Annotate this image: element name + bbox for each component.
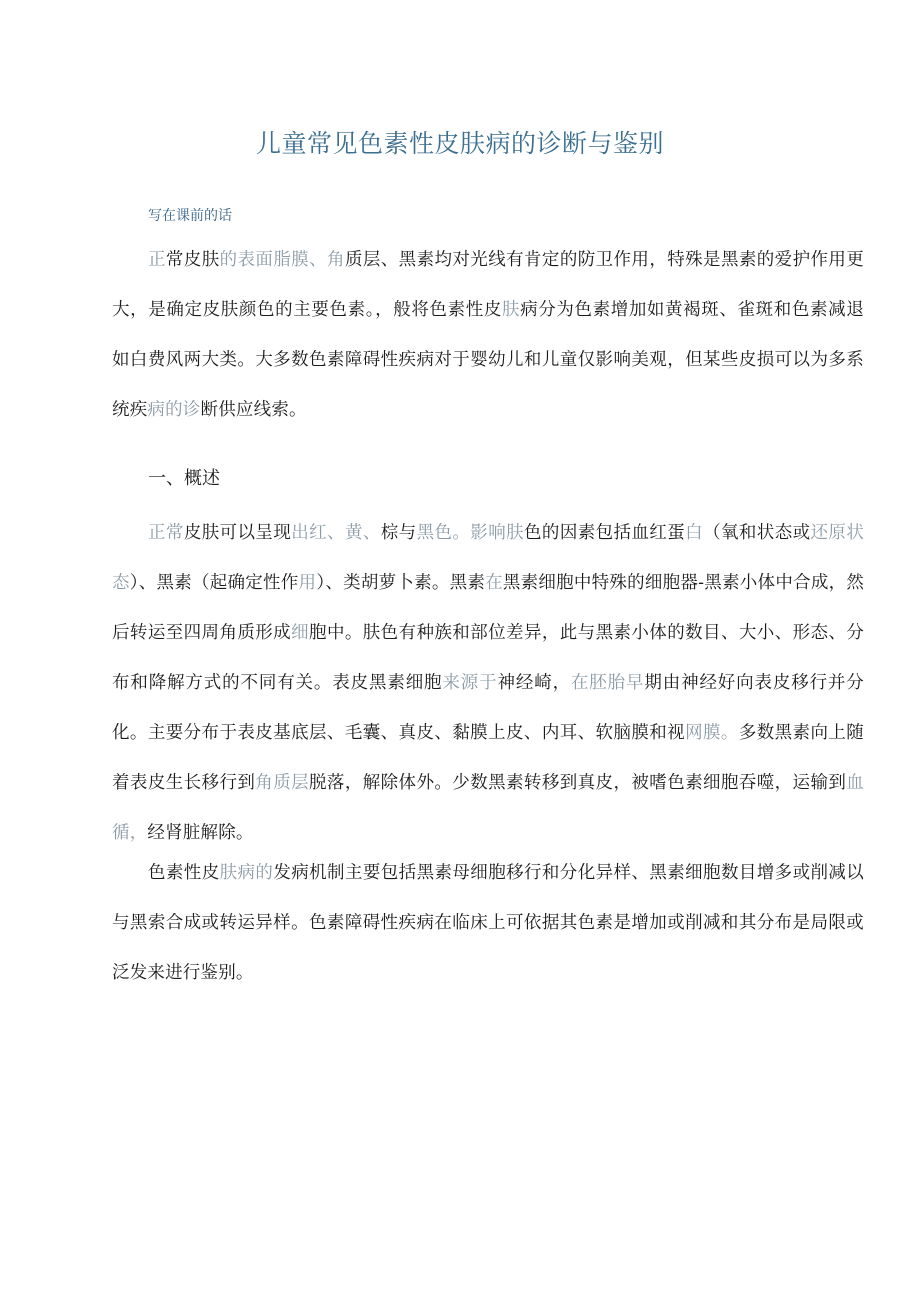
paragraph-intro bbox=[112, 235, 864, 435]
highlighted-text-run: 的表面脂膜、角 bbox=[219, 250, 345, 270]
text-run: 质层、黑素均对光线有肯定的防卫作用，特殊是黑素的爱护作用更大，是确定皮肤颜色的主要色素。，般将色素性皮 bbox=[112, 250, 864, 320]
paragraph-overview bbox=[112, 508, 864, 858]
text-run: 神经崎， bbox=[497, 673, 571, 693]
section-heading-overview: 一、概述 bbox=[148, 468, 220, 489]
text-run: 发病机制主要包括黑素母细胞移行和分化异样、黑素细胞数目增多或削减以与黑索合成或转运异样。色素障碍性疾病在临床上可依据其色素是增加或削减和其分布是局限或泛发来进行鉴别。 bbox=[112, 863, 864, 983]
text-run: ）、黑素（起确定性作 bbox=[129, 573, 299, 593]
highlighted-text-run: 在胚胎早 bbox=[570, 673, 645, 693]
intro-heading: 写在课前的话 bbox=[148, 208, 232, 224]
highlighted-text-run: 网膜。 bbox=[685, 723, 739, 743]
text-run: 胞中。肤色有种族和部位差异，此与黑素小体的数目、大小、形态、分布和降解方式的不同有关。表皮黑素细胞 bbox=[112, 623, 865, 693]
highlighted-text-run: 细 bbox=[291, 623, 310, 643]
text-run: 脱落，解除体外。少数黑素转移到真皮，被嗜色素细胞吞噬，运输到 bbox=[309, 773, 847, 793]
highlighted-text-run: 角质层 bbox=[255, 773, 310, 793]
text-run: 经肾脏解除。 bbox=[147, 823, 254, 843]
text-run: 棕与 bbox=[380, 523, 417, 543]
highlighted-text-run: 黑色。影响肤 bbox=[416, 523, 525, 543]
document-title: 儿童常见色素性皮肤病的诊断与鉴别 bbox=[255, 129, 664, 158]
highlighted-text-run: 在 bbox=[485, 573, 503, 593]
text-run: 皮肤可以呈现 bbox=[183, 523, 292, 543]
text-run: （氧和状态或 bbox=[703, 523, 811, 543]
highlighted-text-run: 病的诊 bbox=[147, 400, 201, 420]
text-run: 多数黑素向上随着表皮生长移行到 bbox=[112, 723, 864, 793]
highlighted-text-run: 出红、黄、 bbox=[291, 523, 381, 543]
highlighted-text-run: 白 bbox=[685, 523, 704, 543]
text-run: 色的因素包括血红蛋 bbox=[524, 523, 686, 543]
text-run: 黑素细胞中特殊的细胞器-黑素小体中合成，然后转运至四周角质形成 bbox=[112, 573, 865, 643]
text-run: 期由神经好向表皮移行并分化。主要分布于表皮基底层、毛囊、真皮、黏膜上皮、内耳、软脑膜和视 bbox=[112, 673, 864, 743]
text-run: 断供应线索。 bbox=[200, 400, 307, 420]
text-run: 色素性皮 bbox=[148, 863, 220, 883]
highlighted-text-run: 来源于 bbox=[442, 673, 498, 693]
highlighted-text-run: 血循， bbox=[112, 773, 864, 843]
highlighted-text-run: 正 bbox=[148, 250, 166, 270]
highlighted-text-run: 正常 bbox=[148, 523, 184, 543]
highlighted-text-run: 用 bbox=[298, 573, 317, 593]
highlighted-text-run: 还原状态 bbox=[112, 523, 865, 593]
text-run: 病分为色素增加如黄褐斑、雀斑和色素减退如白费风两大类。大多数色素障碍性疾病对于婴幼儿和儿童仅影响美观，但某些皮损可以为多系统疾 bbox=[112, 300, 864, 420]
text-run: 常皮肤 bbox=[165, 250, 220, 270]
paragraph-pathogenesis bbox=[112, 848, 864, 998]
highlighted-text-run: 肤 bbox=[501, 300, 521, 320]
highlighted-text-run: 肤病的 bbox=[219, 863, 274, 883]
text-run: ）、类胡萝卜素。黑素 bbox=[316, 573, 486, 593]
